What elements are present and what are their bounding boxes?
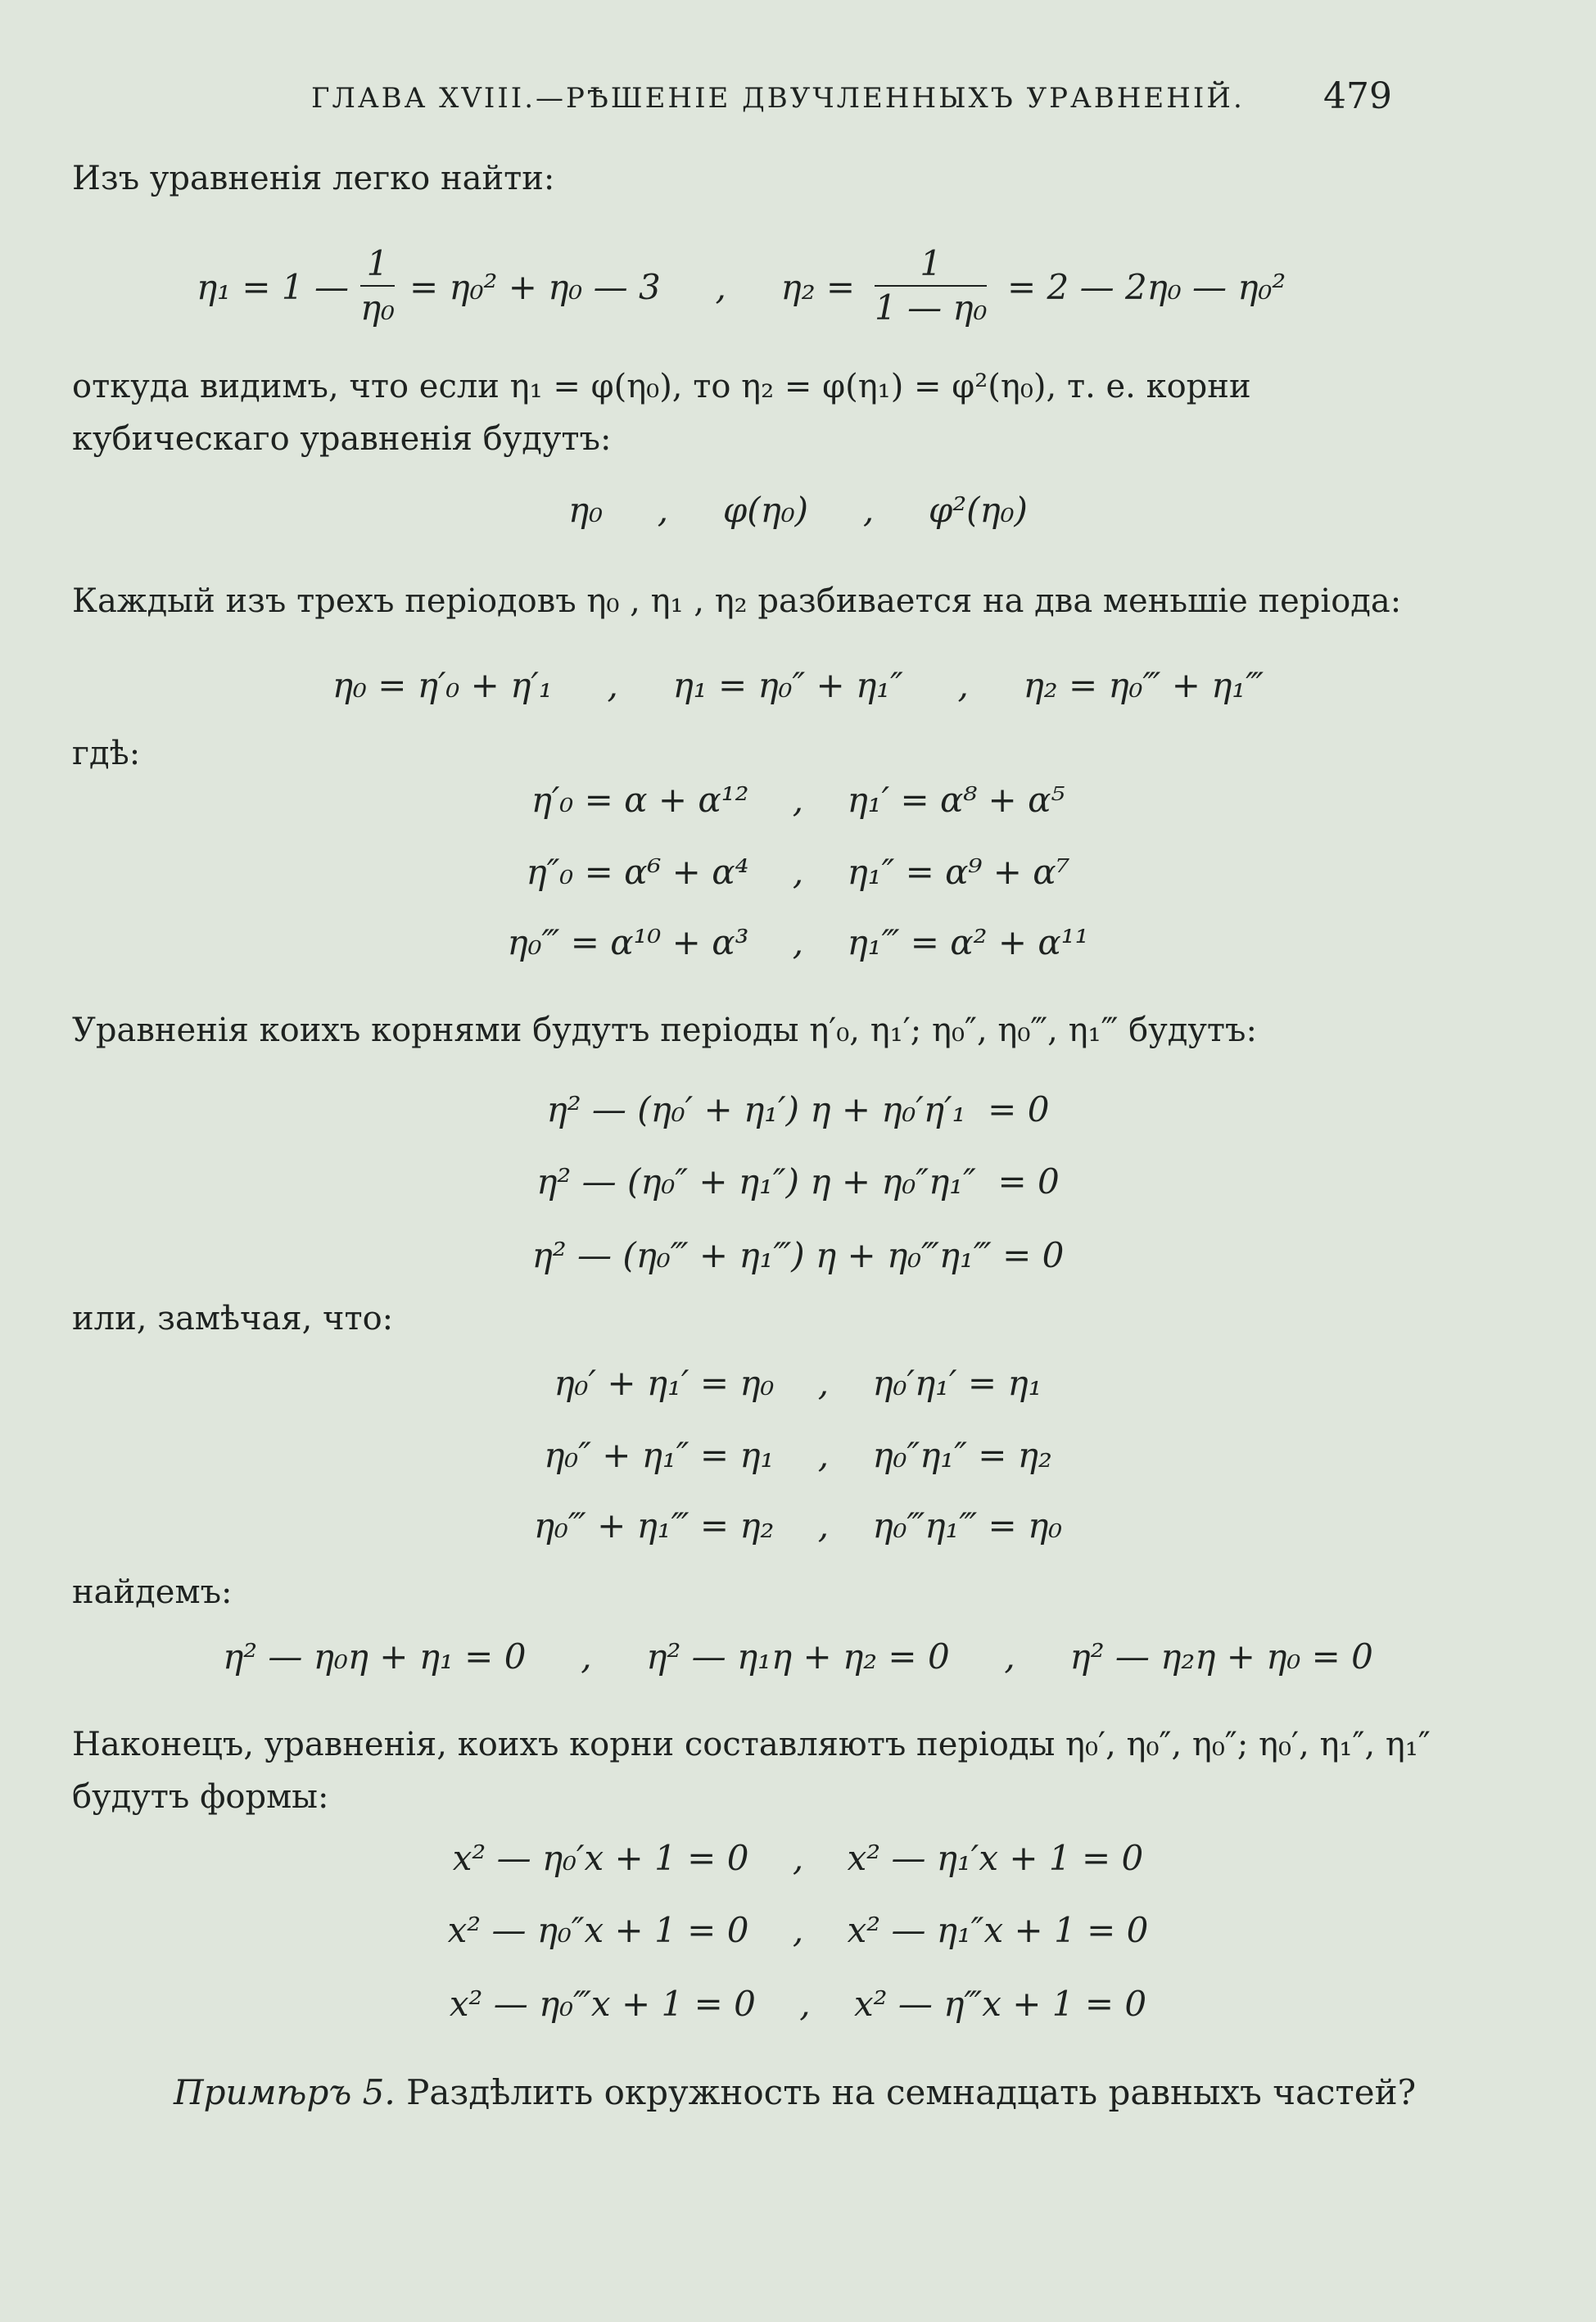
equation-alpha-row: η′₀ = α + α¹² , η₁′ = α⁸ + α⁵: [531, 780, 1065, 820]
example-label: Примѣръ 5.: [174, 2072, 396, 2112]
paragraph-finally: [72, 1718, 1431, 1823]
page-number: 479: [1323, 75, 1392, 117]
equation-alpha-row: η₀‴ = α¹⁰ + α³ , η₁‴ = α² + α¹¹: [507, 922, 1089, 962]
eq1-rhs: = 2 — 2η₀ — η₀²: [1007, 267, 1286, 307]
equation-relation-row: η₀‴ + η₁‴ = η₂ , η₀‴η₁‴ = η₀: [533, 1505, 1063, 1546]
fraction-denominator: 1 — η₀: [875, 287, 988, 328]
paragraph-periods: Каждый изъ трехъ періодовъ η₀ , η₁ , η₂ разбивается на два меньшіе періода:: [72, 582, 1402, 620]
example-text: Раздѣлить окружность на семнадцать равныхъ частей?: [406, 2072, 1417, 2112]
paragraph-where: гдѣ:: [72, 735, 141, 772]
paragraph-noting: или, замѣчая, что:: [72, 1300, 394, 1338]
page-header: [0, 72, 1596, 129]
paragraph-line: откуда видимъ, что если η₁ = φ(η₀), то η₂ = φ(η₁) = φ²(η₀), т. е. корни: [72, 368, 1251, 405]
eq1-lhs: η₁ = 1 —: [197, 267, 349, 307]
equation-roots: η₀ , φ(η₀) , φ²(η₀): [568, 490, 1028, 530]
paragraph-line: будутъ формы:: [72, 1778, 329, 1816]
paragraph-find: найдемъ:: [72, 1573, 233, 1611]
paragraph-whence: [72, 360, 1382, 465]
equation-x-row: x² — η₀′x + 1 = 0 , x² — η₁′x + 1 = 0: [452, 1838, 1144, 1878]
equation-eta1-eta2: [0, 242, 1596, 341]
fraction-numerator: 1: [366, 243, 389, 283]
equation-relation-row: η₀″ + η₁″ = η₁ , η₀″η₁″ = η₂: [544, 1435, 1052, 1475]
equation-reduced: η² — η₀η + η₁ = 0 , η² — η₁η + η₂ = 0 , η² — η₂η + η₀ = 0: [223, 1636, 1373, 1677]
example-heading: [174, 2072, 1416, 2112]
equation-quadratic-row: η² — (η₀′ + η₁′) η + η₀′η′₁ = 0: [546, 1089, 1050, 1129]
paragraph-intro: Изъ уравненія легко найти:: [72, 160, 555, 197]
paragraph-line: кубическаго уравненія будутъ:: [72, 420, 612, 458]
paragraph-equations-roots: Уравненія коихъ корнями будутъ періоды η′₀, η₁′; η₀″, η₀‴, η₁‴ будутъ:: [72, 1012, 1257, 1049]
fraction-1-over-1-minus-eta0: [875, 242, 987, 329]
paragraph-line: Наконецъ, уравненія, коихъ корни составляютъ періоды η₀′, η₀″, η₀″; η₀′, η₁″, η₁″: [72, 1726, 1431, 1763]
equation-alpha-row: η″₀ = α⁶ + α⁴ , η₁″ = α⁹ + α⁷: [526, 852, 1070, 892]
equation-quadratic-row: η² — (η₀″ + η₁″) η + η₀″η₁″ = 0: [536, 1161, 1060, 1202]
fraction-numerator: 1: [920, 243, 943, 283]
fraction-1-over-eta0: [360, 242, 395, 329]
running-head: ГЛАВА XVIII.—РѢШЕНІЕ ДВУЧЛЕННЫХЪ УРАВНЕНІЙ.: [311, 82, 1245, 115]
equation-relation-row: η₀′ + η₁′ = η₀ , η₀′η₁′ = η₁: [554, 1363, 1042, 1403]
equation-x-row: x² — η₀″x + 1 = 0 , x² — η₁″x + 1 = 0: [447, 1910, 1149, 1950]
equation-period-split: η₀ = η′₀ + η′₁ , η₁ = η₀″ + η₁″ , η₂ = η₀‴ + η₁‴: [332, 665, 1264, 705]
fraction-denominator: η₀: [360, 287, 395, 328]
eq1-middle: = η₀² + η₀ — 3 , η₂ =: [409, 267, 856, 307]
equation-quadratic-row: η² — (η₀‴ + η₁‴) η + η₀‴η₁‴ = 0: [531, 1235, 1065, 1275]
equation-x-row: x² — η₀‴x + 1 = 0 , x² — η‴x + 1 = 0: [449, 1984, 1147, 2024]
